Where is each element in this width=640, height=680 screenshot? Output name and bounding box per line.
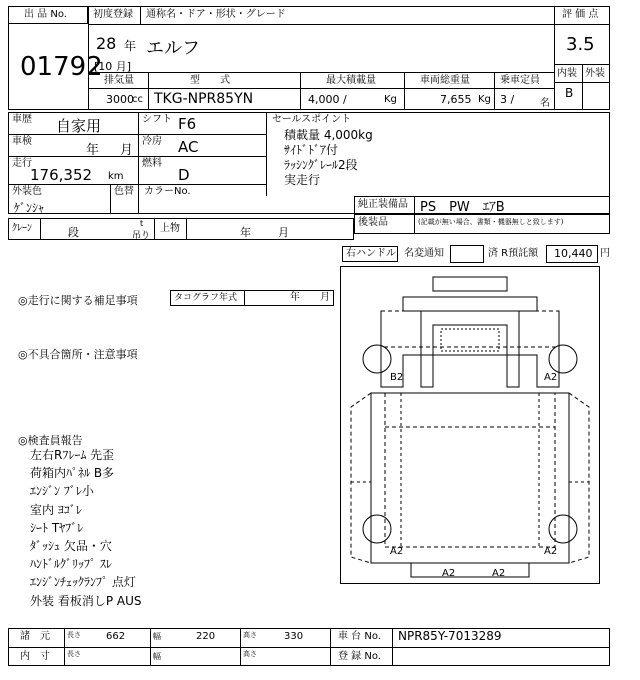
aftermarket-label: 後装品 xyxy=(358,217,388,228)
crane-label: ｸﾚｰﾝ xyxy=(12,223,32,234)
interior-score-label: 内装 xyxy=(557,68,577,79)
aftermarket-note: (記載が無い場合、書類・機器無しと致します) xyxy=(418,218,564,226)
options-label: 純正装備品 xyxy=(358,199,408,210)
report-item: 外装 看板消しP AUS xyxy=(30,593,142,608)
color-value: ｹﾞﾝｼｬ xyxy=(14,201,45,215)
sales-points-label: セールスポイント xyxy=(272,114,352,125)
crane-row xyxy=(8,218,354,240)
damage-diagram-frame xyxy=(340,266,600,584)
sales-point-item: ﾗｯｼﾝｸﾞﾚｰﾙ2段 xyxy=(284,158,358,172)
fuel-label: 燃料 xyxy=(142,158,162,169)
mark-a2-right: A2 xyxy=(544,372,558,383)
inner-height-label: 高さ xyxy=(243,650,257,658)
score-label: 評 価 点 xyxy=(562,9,599,20)
report-item: ﾊﾝﾄﾞﾙｸﾞﾘｯﾌﾟ ｽﾚ xyxy=(30,557,112,572)
chassis-number: NPR85Y-7013289 xyxy=(398,629,502,643)
mark-a2-bottom-left: A2 xyxy=(442,568,456,579)
truck-diagram xyxy=(341,267,599,583)
lot-number: 01792 xyxy=(20,52,103,82)
aircon-label: 冷房 xyxy=(142,136,162,147)
inner-length-label: 長さ xyxy=(67,650,81,658)
sales-point-item: 実走行 xyxy=(284,173,321,187)
top-body-year: 年 xyxy=(240,226,251,239)
color-change-label: 色替 xyxy=(114,186,134,197)
sales-points-list xyxy=(284,128,373,188)
sales-point-item: ｻｲﾄﾞﾄﾞｱ付 xyxy=(284,143,339,157)
model-value: TKG-NPR85YN xyxy=(154,91,254,107)
crane-stage: 段 xyxy=(68,226,79,239)
inspector-report-title: ◎検査員報告 xyxy=(18,434,83,447)
report-item: ﾀﾞｯｼｭ 欠品・穴 xyxy=(30,539,112,554)
recycle-label: 済 R預託額 xyxy=(488,248,539,259)
inner-width-label: 幅 xyxy=(153,652,161,661)
mark-a2-rear-left: A2 xyxy=(390,546,404,557)
inspection-year: 年 xyxy=(86,143,100,158)
mark-a2-bottom-right: A2 xyxy=(492,568,506,579)
top-body-month: 月 xyxy=(278,226,289,239)
mileage-label: 走行 xyxy=(12,158,32,169)
inspection-label: 車検 xyxy=(12,136,32,147)
vehicle-name: エルフ xyxy=(146,38,200,59)
history-label: 車歴 xyxy=(12,114,32,125)
recycle-value: 10,440 xyxy=(554,247,593,260)
first-reg-year-unit: 年 xyxy=(124,39,137,53)
defect-notes-title: ◎不具合箇所・注意事項 xyxy=(18,348,138,361)
lot-no-label: 出 品 No. xyxy=(24,9,67,20)
shift-label: シフト xyxy=(142,114,172,125)
first-reg-month: [10 月] xyxy=(94,60,132,73)
crane-lift: 吊り xyxy=(132,231,151,241)
driving-notes-title: ◎走行に関する補足事項 xyxy=(18,294,138,307)
shift-value: F6 xyxy=(178,115,197,133)
mark-a2-rear-right: A2 xyxy=(544,546,558,557)
score-value: 3.5 xyxy=(566,34,595,55)
color-label: 外装色 xyxy=(12,186,42,197)
tacho-month: 月 xyxy=(320,292,330,303)
steering-label: 右ハンドル xyxy=(346,248,396,259)
report-item: ｼｰﾄ Tﾔﾌﾞﾚ xyxy=(30,520,84,535)
height-value: 330 xyxy=(284,631,304,642)
width-label: 幅 xyxy=(153,632,161,641)
tacho-label: タコグラフ年式 xyxy=(174,293,238,303)
options-value: PS PW ｴｱB xyxy=(420,200,505,215)
gross-weight-value: 7,655 xyxy=(440,93,472,106)
width-value: 220 xyxy=(196,631,216,642)
crane-ton: t xyxy=(140,219,144,228)
mark-b2-left: B2 xyxy=(390,372,404,383)
vehicle-name-label: 通称名・ドア・形状・グレード xyxy=(146,9,286,20)
registration-label: 登 録 No. xyxy=(338,651,381,662)
interior-score-value: B xyxy=(565,86,574,100)
name-change-label: 名変通知 xyxy=(404,248,444,259)
chassis-label: 車 台 No. xyxy=(338,631,381,642)
model-label: 型 式 xyxy=(190,75,230,86)
length-value: 662 xyxy=(106,631,126,642)
gross-weight-unit: Kg xyxy=(478,94,491,105)
top-body-label: 上物 xyxy=(160,223,180,234)
mileage-unit: km xyxy=(108,171,124,182)
length-label: 長さ xyxy=(67,631,81,639)
displacement-label: 排気量 xyxy=(104,75,134,86)
gross-weight-label: 車両総重量 xyxy=(420,75,470,86)
history-value: 自家用 xyxy=(56,117,102,135)
capacity-label: 乗車定員 xyxy=(500,75,540,86)
aircon-value: AC xyxy=(178,138,199,156)
report-item: ｴﾝｼﾞﾝ ﾌﾞﾚ小 xyxy=(30,484,94,499)
recycle-unit: 円 xyxy=(600,248,610,259)
first-reg-label: 初度登録 xyxy=(93,9,133,20)
inner-dims-label: 内 寸 xyxy=(20,651,50,662)
max-load-unit: Kg xyxy=(384,94,397,105)
height-label: 高さ xyxy=(243,631,257,639)
tacho-year: 年 xyxy=(290,292,300,303)
mileage-value: 176,352 xyxy=(30,166,93,184)
report-item: 荷箱内ﾊﾟﾈﾙ B多 xyxy=(30,466,115,481)
report-item: 左右Rﾌﾚｰﾑ 先歪 xyxy=(30,448,115,462)
displacement-unit: cc xyxy=(132,94,143,105)
capacity-unit: 名 xyxy=(540,98,550,109)
inspector-report-list xyxy=(30,446,141,610)
dims-label: 諸 元 xyxy=(20,631,50,642)
max-load-label: 最大積載量 xyxy=(326,75,376,86)
sales-point-item: 積載量 4,000kg xyxy=(284,128,373,142)
color-number-label: カラーNo. xyxy=(144,186,191,197)
name-change-box xyxy=(450,245,484,263)
exterior-score-label: 外装 xyxy=(585,68,605,79)
report-item: ｴﾝｼﾞﾝﾁｪｯｸﾗﾝﾌﾟ 点灯 xyxy=(30,575,136,590)
fuel-value: D xyxy=(178,166,190,184)
first-reg-year: 28 xyxy=(96,34,117,53)
displacement-value: 3000 xyxy=(106,93,134,106)
inspection-month: 月 xyxy=(120,143,134,158)
capacity-value: 3 / xyxy=(500,93,515,106)
report-item: 室内 ﾖｺﾞﾚ xyxy=(30,502,82,517)
max-load-value: 4,000 / xyxy=(308,93,347,106)
